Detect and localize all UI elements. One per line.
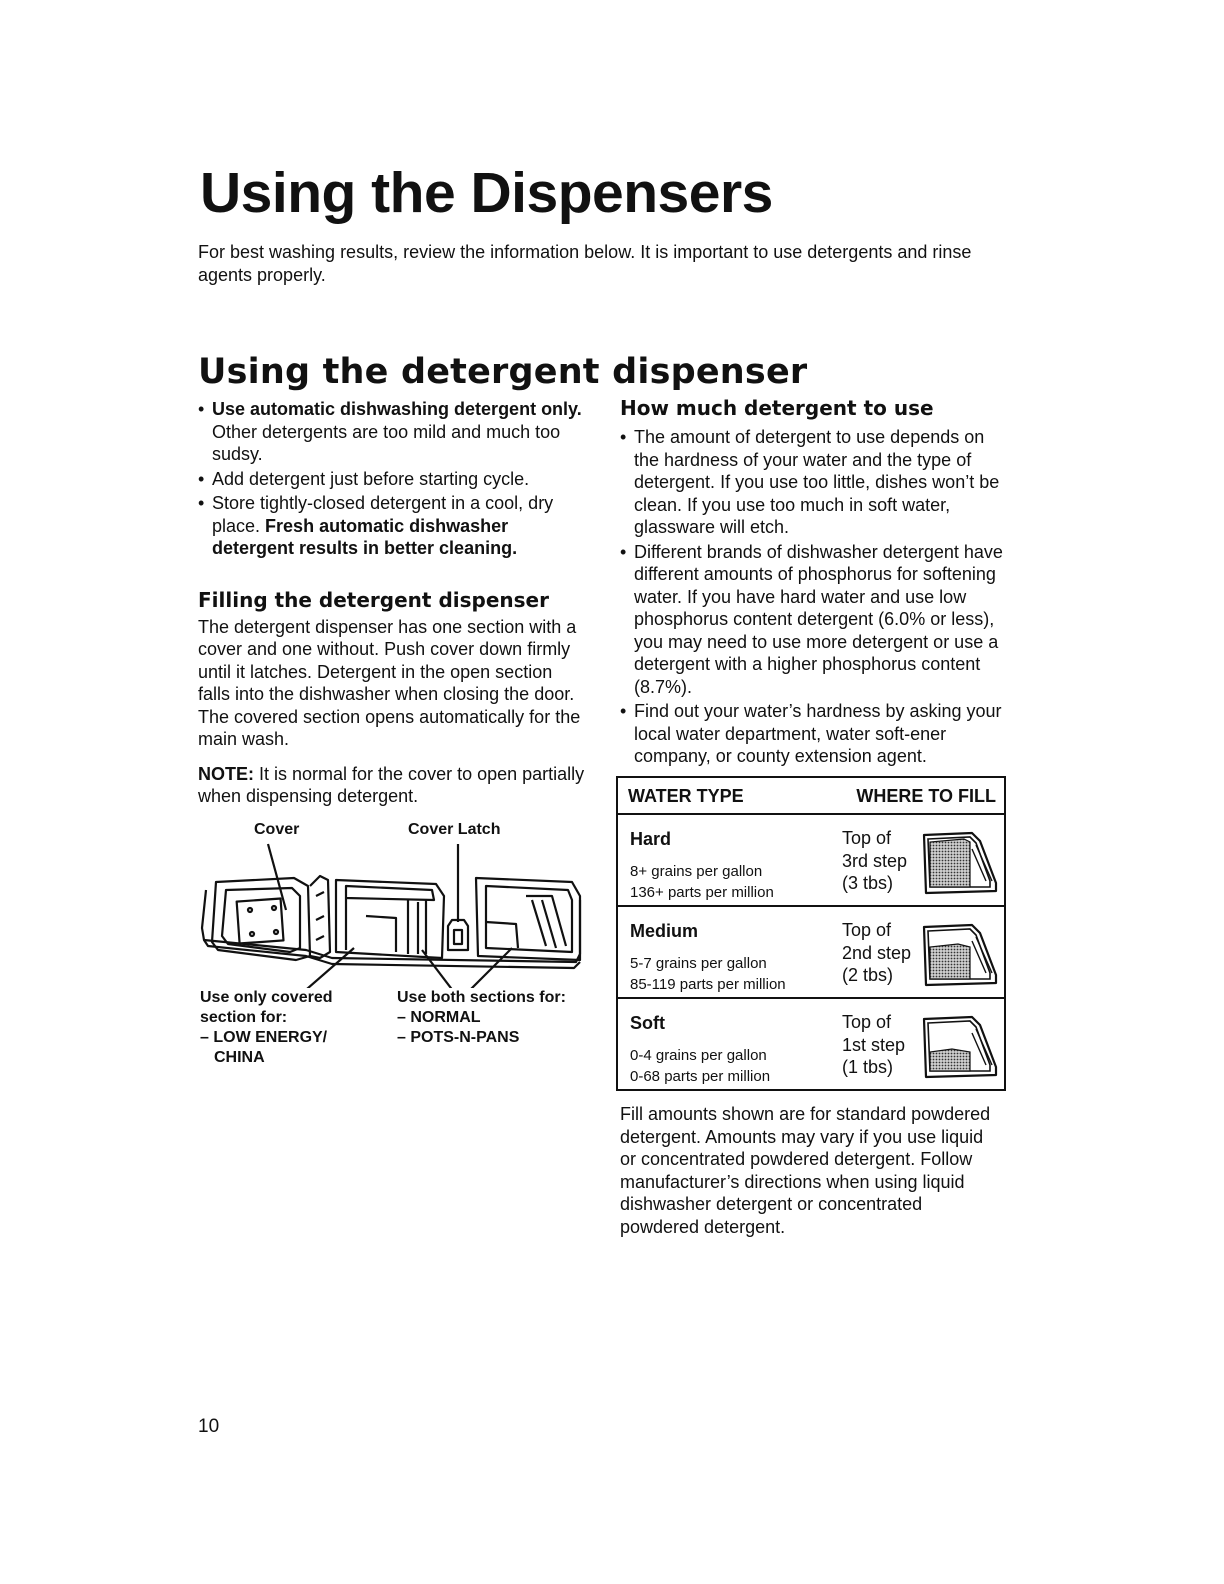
caption-line: Use both sections for:	[397, 989, 566, 1006]
fill-line: Top of	[842, 828, 892, 848]
fill-line: (3 tbs)	[842, 873, 894, 893]
water-type-table	[616, 776, 1006, 1091]
water-type: Medium	[630, 921, 699, 941]
page-number: 10	[198, 1416, 220, 1437]
fill-line: 2nd step	[842, 942, 912, 963]
note-body: It is normal for the cover to open partially when dispensing detergent.	[198, 763, 585, 806]
caption-line: section for:	[200, 1009, 288, 1026]
intro-text: For best washing results, review the information below. It is important to use detergents and rinse agents properly.	[198, 242, 972, 285]
detergent-fill-mark	[930, 1049, 970, 1071]
column-header-water-type: WATER TYPE	[628, 786, 744, 806]
note-label: NOTE:	[198, 763, 254, 784]
detergent-fill-mark	[930, 839, 970, 887]
detergent-fill-mark	[930, 944, 970, 979]
table-row	[618, 999, 1004, 1089]
fill-line: (2 tbs)	[842, 965, 894, 985]
page-title: Using the Dispensers	[200, 161, 773, 225]
label-cover: Cover	[254, 821, 300, 838]
label-cover-latch: Cover Latch	[408, 821, 501, 838]
bullet-text: Store tightly-closed detergent in a cool, dry place.	[212, 493, 554, 536]
hardness-ppm: 136+ parts per million	[630, 884, 774, 901]
list-item: • The amount of detergent to use depends on the hardness of your water and the type of detergent. If you use too little, dishes won’t be clean. If you use too much in soft water, glassware will etch.	[620, 426, 1010, 539]
fill-line: Top of	[842, 920, 892, 940]
fill-amounts-note: Fill amounts shown are for standard powdered detergent. Amounts may vary if you use liquid or concentrated powdered detergent. Follow manufacturer’s directions when using liquid dishwasher detergent or concentrated powdered detergent.	[620, 1104, 991, 1237]
hardness-values	[630, 861, 774, 903]
hardness-gpg: 5-7 grains per gallon	[630, 955, 767, 972]
detergent-heading: Using the detergent dispenser	[198, 352, 808, 392]
water-type: Soft	[630, 1013, 665, 1033]
list-item	[198, 468, 588, 491]
hardness-gpg: 8+ grains per gallon	[630, 863, 763, 880]
note-text	[198, 763, 588, 808]
hardness-ppm: 0-68 parts per million	[630, 1068, 771, 1085]
table-header	[618, 778, 1004, 815]
bullet-text: Other detergents are too mild and much too sudsy.	[212, 421, 561, 464]
fill-line: 1st step	[842, 1034, 906, 1055]
list-item: • Find out your water’s hardness by asking your local water department, water soft-ener company, or county extension agent.	[620, 700, 1010, 768]
caption-line: Use only covered	[200, 989, 333, 1006]
bullet-text: Add detergent just before starting cycle.	[212, 468, 530, 489]
caption-covered	[200, 988, 390, 1068]
table-row	[618, 907, 1004, 999]
how-much-bullets	[620, 426, 1010, 768]
bullet-bold: Use automatic dishwashing detergent only.	[212, 399, 582, 419]
dispenser-diagram	[196, 818, 596, 988]
right-column	[620, 396, 1010, 770]
fill-line: 3rd step	[842, 850, 908, 871]
fill-instruction	[842, 1011, 905, 1079]
fill-instruction	[842, 919, 911, 987]
caption-both	[397, 988, 597, 1048]
fill-line: (1 tbs)	[842, 1057, 894, 1077]
fill-instruction	[842, 827, 907, 895]
detergent-cup-icon	[920, 829, 1000, 897]
table-row	[618, 815, 1004, 907]
caption-line: – LOW ENERGY/	[200, 1029, 328, 1046]
detergent-cup-icon	[920, 1013, 1000, 1081]
dispenser-drawing	[196, 840, 596, 988]
how-much-heading: How much detergent to use	[620, 396, 934, 420]
detergent-cup-icon	[920, 921, 1000, 989]
list-item	[198, 398, 588, 466]
left-column	[198, 398, 588, 808]
hardness-ppm: 85-119 parts per million	[630, 976, 786, 993]
detergent-bullets	[198, 398, 588, 560]
hardness-gpg: 0-4 grains per gallon	[630, 1047, 767, 1064]
caption-line: CHINA	[214, 1049, 265, 1066]
caption-line: – NORMAL	[397, 1009, 481, 1026]
filling-text: The detergent dispenser has one section with a cover and one without. Push cover down firmly until it latches. Detergent in the open section falls into the dishwasher when closing the door. The covered section opens automatically for the main wash.	[198, 616, 581, 749]
fill-line: Top of	[842, 1012, 892, 1032]
hardness-values	[630, 1045, 770, 1087]
list-item: • Different brands of dishwasher detergent have different amounts of phosphorus for softening water. If you have hard water and use low phosphorus content detergent (6.0% or less), you may need to use more detergent or use a detergent with a higher phosphorus content (8.7%).	[620, 541, 1010, 699]
caption-line: – POTS-N-PANS	[397, 1029, 520, 1046]
bullet-bold: Fresh automatic dishwasher detergent results in better cleaning.	[212, 515, 518, 558]
water-type: Hard	[630, 829, 672, 849]
column-header-where-to-fill: WHERE TO FILL	[856, 786, 996, 806]
hardness-values	[630, 953, 786, 995]
list-item	[198, 492, 588, 560]
filling-heading: Filling the detergent dispenser	[198, 587, 549, 612]
